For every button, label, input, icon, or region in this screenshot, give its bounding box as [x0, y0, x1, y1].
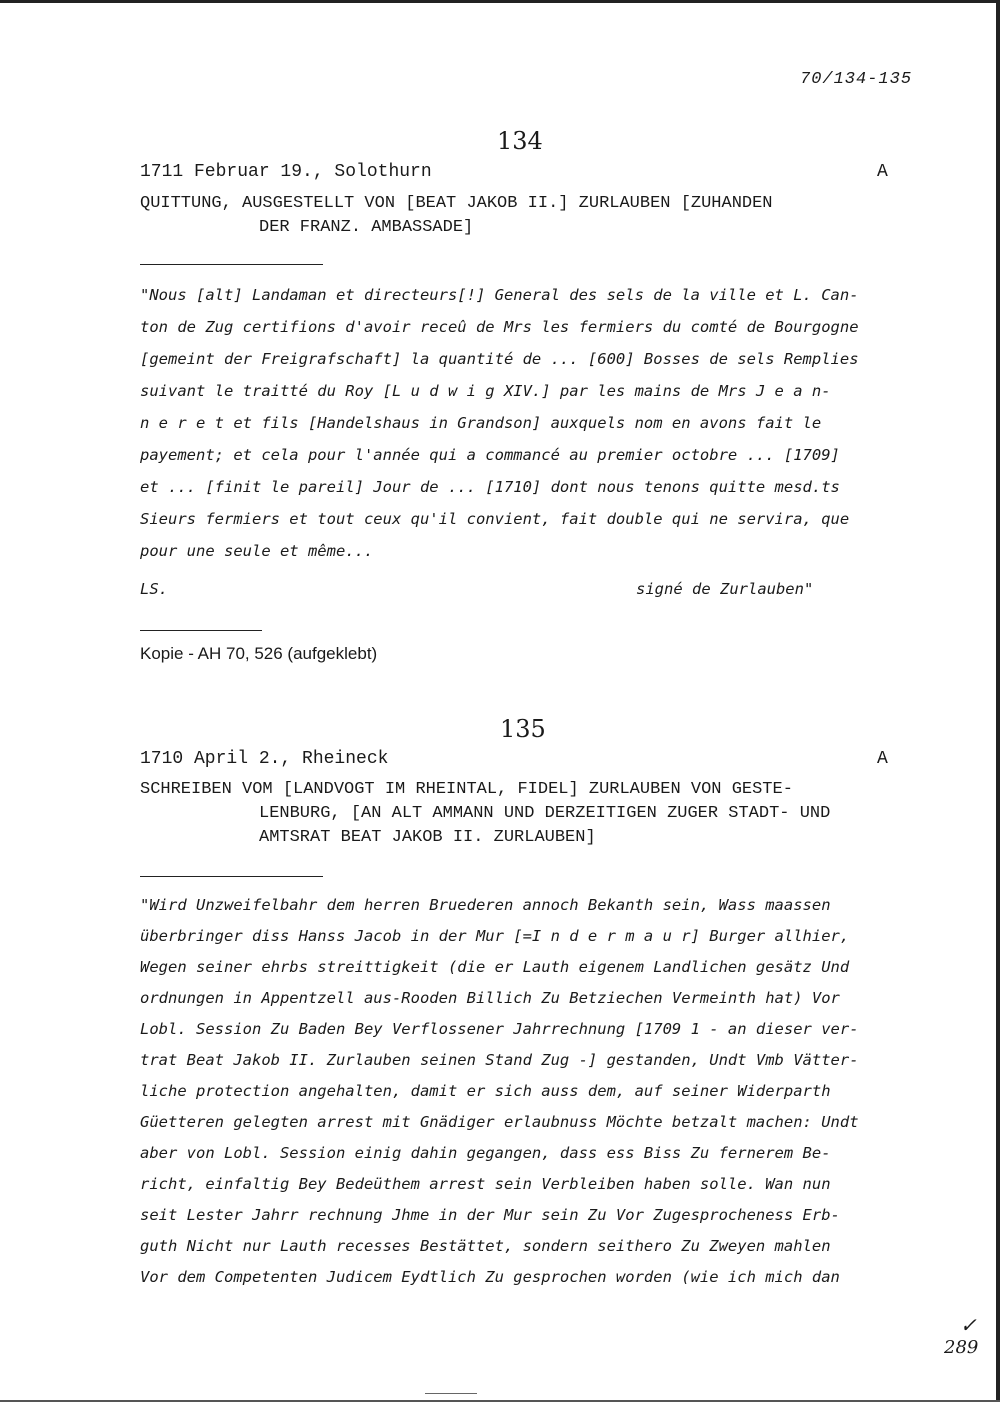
scan-smudge — [425, 1393, 477, 1397]
heading-134 — [140, 192, 773, 240]
quote-line: aber von Lobl. Session einig dahin gegangen, dass ess Biss Zu fernerem Be- — [140, 1144, 831, 1162]
heading-134-line: QUITTUNG, AUSGESTELLT VON [BEAT JAKOB II.] ZURLAUBEN [ZUHANDEN — [140, 194, 773, 213]
quote-line: "Nous [alt] Landaman et directeurs[!] General des sels de la ville et L. Can- — [140, 286, 859, 304]
quote-line: ordnungen in Appentzell aus-Rooden Billich Zu Betziechen Vermeinth hat) Vor — [140, 989, 840, 1007]
quote-line: suivant le traitté du Roy [L u d w i g XIV.] par les mains de Mrs J e a n- — [140, 382, 831, 400]
quote-line: richt, einfaltig Bey Bedeüthem arrest sein Verbleiben haben solle. Wan nun — [140, 1175, 831, 1193]
quote-line: payement; et cela pour l'année qui a commancé au premier octobre ... [1709] — [140, 446, 840, 464]
folio-number: 289 — [944, 1337, 979, 1358]
quote-line: seit Lester Jahrr rechnung Jhme in der Mur sein Zu Vor Zugesprocheness Erb- — [140, 1206, 840, 1224]
quote-line: Sieurs fermiers et tout ceux qu'il convient, fait double qui ne servira, que — [140, 510, 850, 528]
quote-line: überbringer diss Hanss Jacob in der Mur [=I n d e r m a u r] Burger allhier, — [140, 927, 850, 945]
archive-marker-134: A — [877, 162, 888, 182]
quote-line: pour une seule et même... — [140, 542, 374, 560]
source-reference: Kopie - AH 70, 526 (aufgeklebt) — [140, 644, 378, 663]
quote-line: liche protection angehalten, damit er sich auss dem, auf seiner Widerparth — [140, 1082, 831, 1100]
heading-135-line: AMTSRAT BEAT JAKOB II. ZURLAUBEN] — [259, 828, 596, 847]
archive-marker-135: A — [877, 749, 888, 769]
quote-line: et ... [finit le pareil] Jour de ... [1710] dont nous tenons quitte mesd.ts — [140, 478, 840, 496]
heading-135-line: SCHREIBEN VOM [LANDVOGT IM RHEINTAL, FIDEL] ZURLAUBEN VON GESTE- — [140, 780, 793, 799]
document-number-135: 135 — [500, 715, 546, 743]
heading-134-line: DER FRANZ. AMBASSADE] — [259, 218, 474, 237]
quote-line: Wegen seiner ehrbs streittigkeit (die er Lauth eigenem Landlichen gesätz Und — [140, 958, 850, 976]
date-place-134: 1711 Februar 19., Solothurn — [140, 162, 432, 182]
signature-note: signé de Zurlauben" — [636, 580, 814, 598]
divider-rule — [140, 264, 323, 265]
scan-edge-top — [0, 0, 1000, 3]
quote-line: Lobl. Session Zu Baden Bey Verflossener Jahrrechnung [1709 1 - an dieser ver- — [140, 1020, 859, 1038]
seal-note: LS. — [140, 580, 168, 598]
page-reference: 70/134-135 — [800, 70, 913, 89]
quote-line: n e r e t et fils [Handelshaus in Grandson] auxquels nom en avons fait le — [140, 414, 822, 432]
quote-line: ton de Zug certifions d'avoir receû de Mrs les fermiers du comté de Bourgogne — [140, 318, 859, 336]
quote-line: Güetteren gelegten arrest mit Gnädiger erlaubnuss Möchte betzalt machen: Undt — [140, 1113, 859, 1131]
scan-edge-right — [996, 0, 1000, 1402]
quote-line: trat Beat Jakob II. Zurlauben seinen Stand Zug -] gestanden, Undt Vmb Vätter- — [140, 1051, 859, 1069]
document-number-134: 134 — [497, 127, 543, 155]
check-mark-icon: ✓ — [960, 1313, 977, 1337]
quote-line: "Wird Unzweifelbahr dem herren Bruederen annoch Bekanth sein, Wass maassen — [140, 896, 831, 914]
heading-135-line: LENBURG, [AN ALT AMMANN UND DERZEITIGEN ZUGER STADT- UND — [259, 804, 831, 823]
quote-line: [gemeint der Freigrafschaft] la quantité de ... [600] Bosses de sels Remplies — [140, 350, 859, 368]
quote-line: Vor dem Competenten Judicem Eydtlich Zu gesprochen worden (wie ich mich dan — [140, 1268, 840, 1286]
divider-rule — [140, 630, 262, 631]
date-place-135: 1710 April 2., Rheineck — [140, 749, 389, 769]
heading-135 — [140, 778, 830, 850]
divider-rule — [140, 876, 323, 877]
quote-line: guth Nicht nur Lauth recesses Bestättet, sondern seithero Zu Zweyen mahlen — [140, 1237, 831, 1255]
